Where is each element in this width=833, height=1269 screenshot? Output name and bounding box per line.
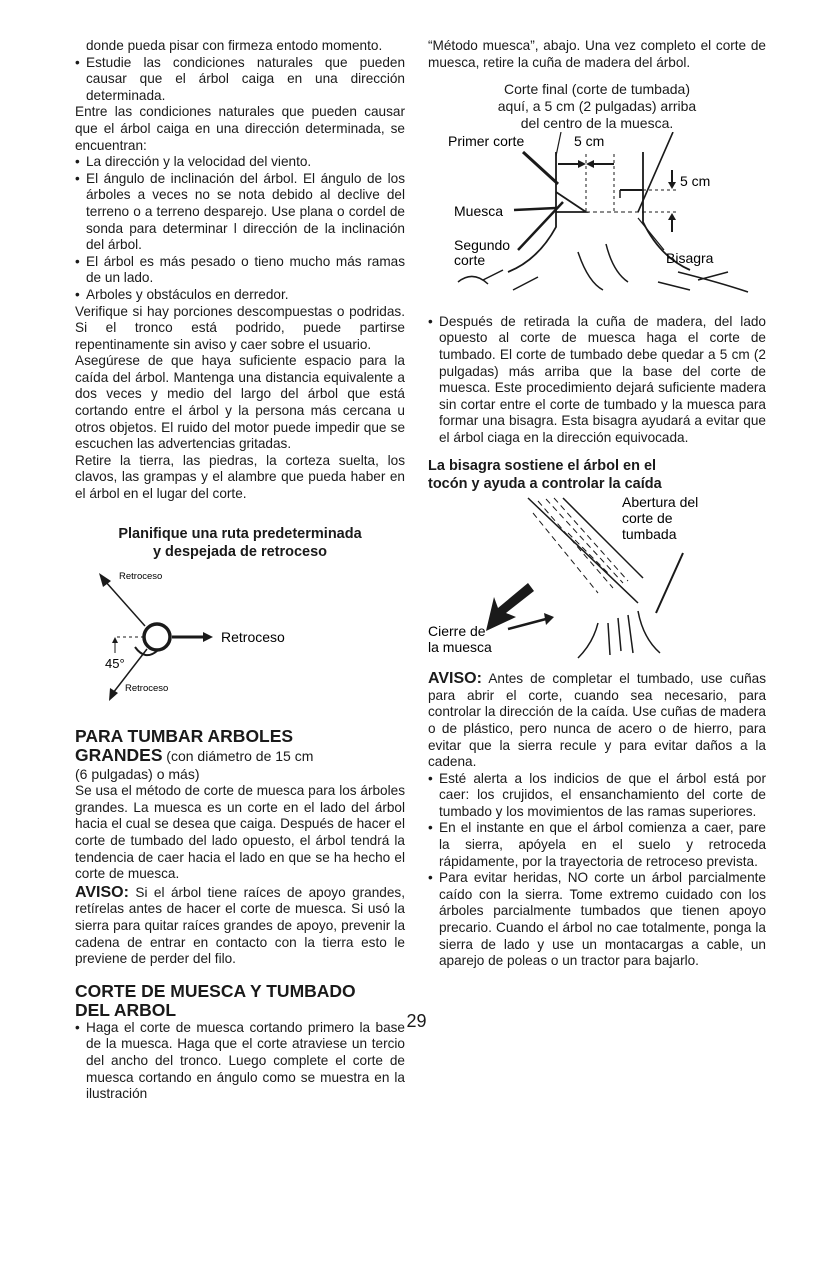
second-cut-label: corte <box>454 252 486 269</box>
trunk-outline <box>508 152 556 272</box>
arrow-head-icon <box>668 213 676 220</box>
notch-method-diagram <box>428 132 766 307</box>
second-cut-label: Segundo <box>454 237 511 254</box>
bark-texture <box>533 498 628 593</box>
bullet-item: • Esté alerta a los indicios de que el árbol está por caer: los crujidos, el ensanchamiento del corte de tumbado y los movimientos de las ramas superiores. <box>428 771 766 821</box>
bullet-item: • Estudie las condiciones naturales que pueden causar que el árbol caiga en una dirección determinada. <box>75 55 405 105</box>
caption-line: del centro de la muesca. <box>520 115 674 132</box>
caption-line: Corte final (corte de tumbada) <box>504 81 690 98</box>
bullet-item: • Arboles y obstáculos en derredor. <box>75 287 405 304</box>
arrow-head-icon <box>109 688 118 701</box>
paragraph: Se usa el método de corte de muesca para los árboles grandes. La muesca es un corte en el lado del árbol hacia el cual se desea que caiga. Después de hacer el corte de tumbado del lado opuesto, el árbol tendrá la tendencia de caer hacia el lado en que se ha hecho el corte de muesca. <box>75 783 405 882</box>
tree-circle-icon <box>144 624 170 650</box>
page-number: 29 <box>406 1011 427 1031</box>
bullet-item: • Haga el corte de muesca cortando primero la base de la muesca. Haga que el corte atraviese un tercio del ancho del tronco. Luego complete el corte de muesca cortando en ángulo como se muestra en la ilustración <box>75 1020 405 1103</box>
warning-paragraph <box>75 885 405 968</box>
warning-text: Si el árbol tiene raíces de apoyo grandes, retírelas antes de hacer el corte de muesca. Si usó la sierra para quitar raíces grandes de apoyo, prevenir la cadena de entrar en contacto con la tierra esto le previene de perder del filo. <box>75 884 405 967</box>
hinge-diagram <box>428 493 766 663</box>
section-heading: CORTE DE MUESCA Y TUMBADO <box>75 980 356 1001</box>
bullet-item: • Después de retirada la cuña de madera, del lado opuesto al corte de muesca haga el corte de tumbado. El corte de tumbado debe quedar a 5 cm (2 pulgadas) más arriba que la base del corte de muesca. Este procedimiento dejará suficiente madera sin cortar entre el corte de tumbado y la muesca para formar una bisagra. Esta bisagra ayudará a evitar que el árbol ciaga en la dirección equivocada. <box>428 314 766 447</box>
notch-shape <box>556 192 586 212</box>
arrow-head-icon <box>668 182 676 189</box>
first-cut-label: Primer corte <box>448 133 525 150</box>
retreat-arrow-line <box>105 581 145 626</box>
pointer-line <box>638 218 664 250</box>
arrow-head-icon <box>203 632 213 642</box>
notch-label: Muesca <box>454 203 504 220</box>
retreat-label-bottom: Retroceso <box>125 682 169 694</box>
route-heading <box>75 525 405 561</box>
pointer-arrow <box>508 619 546 629</box>
bullet-item: • Para evitar heridas, NO corte un árbol parcialmente caído con la sierra. Tome extremo cuidado con los árboles parcialmente tumbados que tienen apoyo precario. Cuando el árbol no cae totalmente, ponga la sierra de lado y use un montacargas a cable, un aparejo de poleas o un tractor para bajarlo. <box>428 870 766 970</box>
section-heading: PARA TUMBAR ARBOLES <box>75 726 294 747</box>
section-heading: GRANDES <box>75 745 163 766</box>
bullet-item: • El árbol es más pesado o tieno mucho más ramas de un lado. <box>75 254 405 287</box>
retreat-label-right: Retroceso <box>221 628 285 645</box>
hinge-label: Bisagra <box>666 250 714 267</box>
pointer-arrow <box>514 208 556 210</box>
arrow-head-icon <box>544 613 554 625</box>
big-trees-heading <box>75 727 405 783</box>
arrow-head-icon <box>112 637 118 643</box>
paragraph: Verifique si hay porciones descompuestas o podridas. Si el tronco está podrido, puede partirse repentinamente sin aviso y caer sobre el usuario. <box>75 303 405 352</box>
hinge-heading <box>428 457 766 493</box>
warning-label: AVISO: <box>428 670 482 688</box>
route-heading-line: y despejada de retroceso <box>152 543 328 560</box>
felling-opening-label: tumbada <box>622 525 677 542</box>
notch-width-label: 5 cm <box>574 133 605 150</box>
section-heading: DEL ARBOL <box>75 999 177 1020</box>
caption-line: aquí, a 5 cm (2 pulgadas) arriba <box>497 98 697 115</box>
bullet-item: • En el instante en que el árbol comienza a caer, pare la sierra, apóyela en el suelo y retroceda rápidamente, por la trayectoria de retroceso prevista. <box>428 820 766 870</box>
left-column <box>75 38 405 1103</box>
arrow-head-icon <box>586 160 594 168</box>
angle-label: 45° <box>105 655 125 671</box>
warning-paragraph <box>428 671 766 771</box>
section-subheading: (6 pulgadas) o más) <box>75 766 200 783</box>
bullet-item: • La dirección y la velocidad del viento. <box>75 154 405 171</box>
notch-diagram-caption <box>428 81 766 132</box>
paragraph: Asegúrese de que haya suficiente espacio para la caída del árbol. Mantenga una distancia equivalente a dos veces y medio del largo del árbol que está cortando entre el árbol y la persona más cercana u otros objetos. El ruido del motor puede impedir que se escuchen las advertencias gritadas. <box>75 353 405 452</box>
retreat-label-top: Retroceso <box>119 570 163 582</box>
section-subheading: (con diámetro de 15 cm <box>166 748 314 765</box>
paragraph: “Método muesca”, abajo. Una vez completo el corte de muesca, retire la cuña de madera del árbol. <box>428 38 766 70</box>
notch-closing-label: la muesca <box>428 638 492 655</box>
felling-opening-label: Abertura del <box>622 493 699 510</box>
notch-height-label: 5 cm <box>680 173 711 190</box>
paragraph: Retire la tierra, las piedras, la corteza suelta, los clavos, las grampas y el alambre que pueda haber en el árbol en el lugar del corte. <box>75 452 405 502</box>
hinge-heading-line: La bisagra sostiene el árbol en el <box>428 457 657 474</box>
paragraph: Entre las condiciones naturales que pueden causar que el árbol caiga en una dirección determinada, se encuentran: <box>75 104 405 153</box>
right-column <box>428 38 766 970</box>
notch-closing-label: Cierre de <box>428 622 486 639</box>
first-cut-arrow <box>523 152 558 184</box>
felling-opening-label: corte de <box>622 509 673 526</box>
paragraph: donde pueda pisar con firmeza entodo momento. <box>86 38 383 53</box>
hinge-heading-line: tocón y ayuda a controlar la caída <box>428 475 662 492</box>
arrow-head-icon <box>578 160 586 168</box>
warning-text: Antes de completar el tumbado, use cuñas para abrir el corte, cuando sea necesario, para controlar la dirección de la caída. Use cuñas de madera o de plástico, pero nunca de acero o de hierro, para evitar que la sierra recule y para evitar daños a la cadena. <box>428 671 766 770</box>
retreat-route-diagram <box>75 561 405 711</box>
bullet-item: • El ángulo de inclinación del árbol. El ángulo de los árboles a veces no se nota debido al declive del terreno o a terreno desparejo. Use plana o cordel de sonda para determinar l dirección de la inclinación del árbol. <box>75 171 405 254</box>
stump-illustration <box>578 611 660 658</box>
pointer-line <box>656 553 683 613</box>
warning-label: AVISO: <box>75 883 129 901</box>
route-heading-line: Planifique una ruta predeterminada <box>118 525 362 542</box>
